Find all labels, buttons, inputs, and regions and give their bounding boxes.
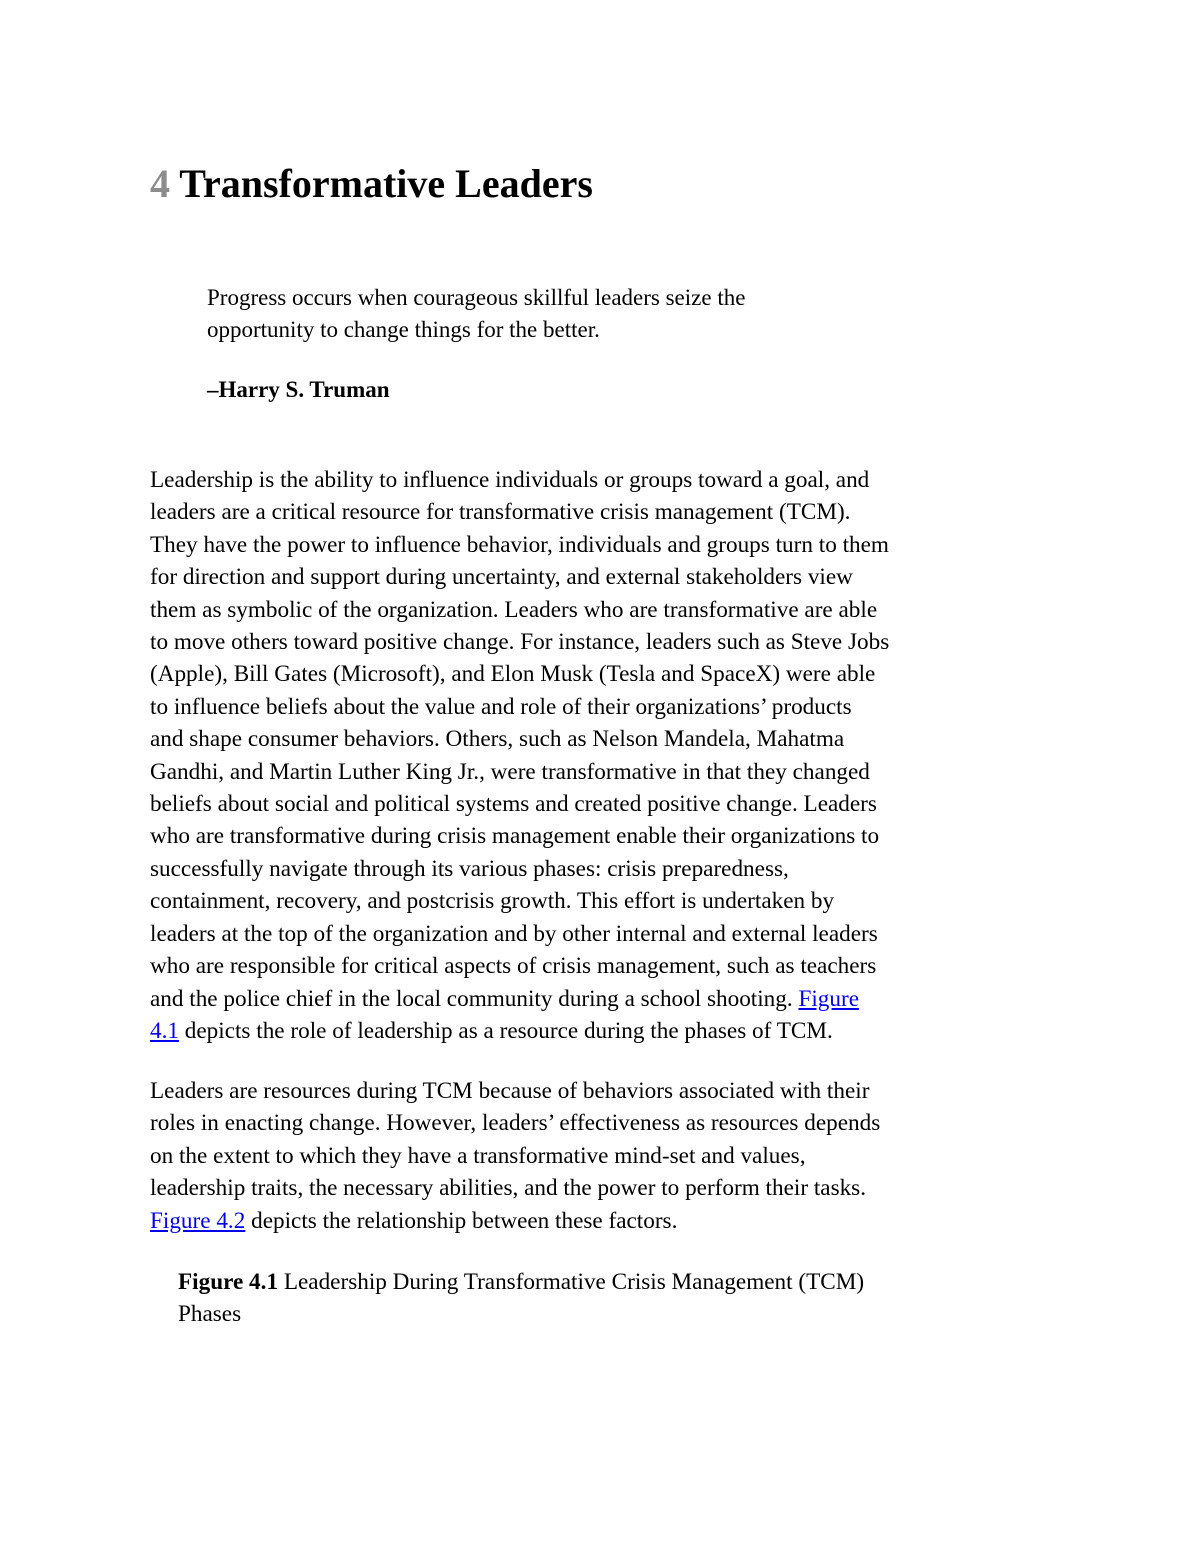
paragraph-line: to influence beliefs about the value and role of their organizations’ products [150,693,852,720]
paragraph-line: for direction and support during uncertainty, and external stakeholders view [150,564,853,591]
paragraph-line [150,1205,1060,1237]
epigraph-quote [207,282,897,346]
body-paragraph-1 [150,464,1060,1047]
paragraph-line: them as symbolic of the organization. Leaders who are transformative are able [150,596,878,623]
paragraph-text: depicts the role of leadership as a resource during the phases of TCM. [178,1017,833,1044]
paragraph-line: and shape consumer behaviors. Others, such as Nelson Mandela, Mahatma [150,726,845,753]
paragraph-line: who are responsible for critical aspects of crisis management, such as teachers [150,953,877,980]
figure-caption-text: Leadership During Transformative Crisis Management (TCM) [278,1269,865,1295]
paragraph-text: and the police chief in the local community during a school shooting. [150,985,799,1012]
figure-caption-line [178,1266,1058,1298]
paragraph-line: leadership traits, the necessary abilities, and the power to perform their tasks. [150,1175,867,1202]
body-paragraph-2 [150,1075,1060,1237]
paragraph-line: Gandhi, and Martin Luther King Jr., were transformative in that they changed [150,758,870,785]
paragraph-line: They have the power to influence behavior, individuals and groups turn to them [150,531,889,558]
paragraph-line: who are transformative during crisis management enable their organizations to [150,823,880,850]
paragraph-line: roles in enacting change. However, leaders’ effectiveness as resources depends [150,1110,881,1137]
epigraph-author: –Harry S. Truman [207,377,390,402]
figure-caption-label: Figure 4.1 [178,1269,279,1295]
paragraph-line: containment, recovery, and postcrisis growth. This effort is undertaken by [150,888,835,915]
figure-4-1-link-continued[interactable]: 4.1 [150,1017,179,1044]
figure-4-1-link[interactable]: Figure [798,985,860,1012]
paragraph-line: Leadership is the ability to influence individuals or groups toward a goal, and [150,467,870,493]
epigraph-line: Progress occurs when courageous skillful leaders seize the [207,285,746,310]
paragraph-line [150,983,1060,1015]
paragraph-line: on the extent to which they have a transformative mind-set and values, [150,1142,806,1169]
chapter-number: 4 [150,161,170,206]
paragraph-line: Leaders are resources during TCM because of behaviors associated with their [150,1078,870,1104]
figure-caption [178,1266,1058,1331]
epigraph-line: opportunity to change things for the better. [207,317,600,342]
chapter-title [150,158,593,210]
paragraph-line: successfully navigate through its various phases: crisis preparedness, [150,855,789,882]
paragraph-line: (Apple), Bill Gates (Microsoft), and Elon Musk (Tesla and SpaceX) were able [150,661,876,688]
paragraph-line: to move others toward positive change. For instance, leaders such as Steve Jobs [150,629,890,656]
paragraph-line: leaders at the top of the organization and by other internal and external leaders [150,920,878,947]
paragraph-line: beliefs about social and political systems and created positive change. Leaders [150,791,877,818]
chapter-title-text: Transformative Leaders [179,161,593,206]
figure-4-2-link[interactable]: Figure 4.2 [150,1207,246,1234]
paragraph-text: depicts the relationship between these factors. [245,1207,678,1234]
paragraph-line [150,1015,1060,1047]
figure-caption-line: Phases [178,1301,242,1328]
paragraph-line: leaders are a critical resource for transformative crisis management (TCM). [150,499,851,526]
